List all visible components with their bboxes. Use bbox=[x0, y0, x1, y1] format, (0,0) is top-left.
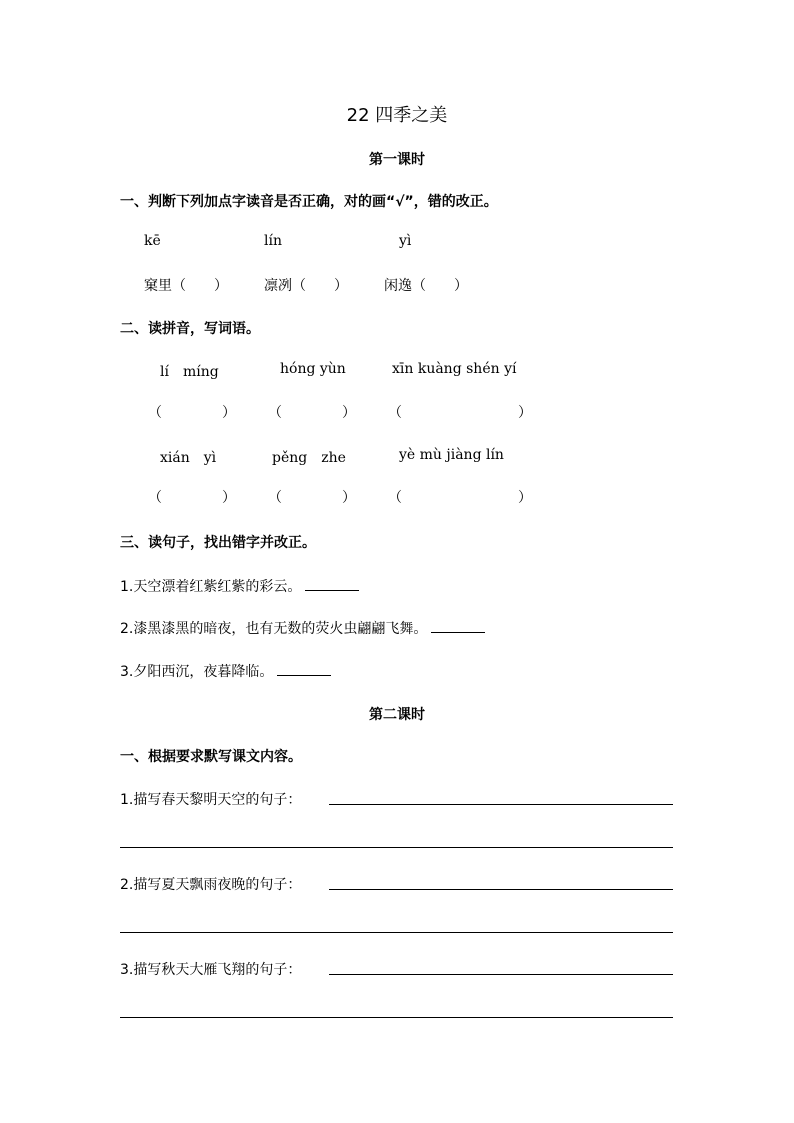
pinyin-liming: lí míng bbox=[160, 364, 219, 380]
pinyin-ke: kē bbox=[144, 233, 161, 249]
answer-paren-close: ） bbox=[222, 405, 236, 421]
sentence-2: 2.漆黑漆黑的暗夜，也有无数的荧火虫翩翩飞舞。 bbox=[120, 618, 485, 638]
sentence-3: 3.夕阳西沉，夜暮降临。 bbox=[120, 661, 331, 681]
answer-blank[interactable] bbox=[277, 661, 331, 676]
lesson-2-label: 第二课时 bbox=[369, 707, 425, 723]
pinyin-lin: lín bbox=[264, 233, 282, 249]
answer-paren-close: ） bbox=[222, 490, 236, 506]
prompt-spring: 1.描写春天黎明天空的句子： bbox=[120, 792, 302, 808]
answer-line[interactable] bbox=[120, 932, 673, 933]
answer-paren-open: （ bbox=[388, 405, 402, 421]
prompt-autumn: 3.描写秋天大雁飞翔的句子： bbox=[120, 962, 302, 978]
section-1-heading: 一、判断下列加点字读音是否正确，对的画“√”，错的改正。 bbox=[120, 194, 498, 210]
answer-line[interactable] bbox=[329, 974, 673, 975]
page-title: 22 四季之美 bbox=[346, 105, 448, 126]
pinyin-hongyun: hóng yùn bbox=[280, 361, 346, 377]
answer-line[interactable] bbox=[120, 1017, 673, 1018]
lesson-1-label: 第一课时 bbox=[369, 152, 425, 168]
answer-paren-open: （ bbox=[148, 490, 162, 506]
pinyin-xinkuangshenyi: xīn kuàng shén yí bbox=[392, 361, 517, 377]
answer-paren-open: （ bbox=[268, 490, 282, 506]
answer-line[interactable] bbox=[120, 847, 673, 848]
sentence-1: 1.天空漂着红紫红紫的彩云。 bbox=[120, 576, 359, 596]
judge-item-3: 闲逸（ ） bbox=[384, 278, 468, 294]
answer-paren-close: ） bbox=[518, 490, 532, 506]
prompt-summer: 2.描写夏天飘雨夜晚的句子： bbox=[120, 877, 302, 893]
section-3-heading: 三、读句子，找出错字并改正。 bbox=[120, 535, 316, 551]
pinyin-yi: yì bbox=[399, 233, 412, 249]
pinyin-yemujianglin: yè mù jiàng lín bbox=[399, 447, 504, 463]
answer-paren-close: ） bbox=[518, 405, 532, 421]
pinyin-pengzhe: pěng zhe bbox=[272, 450, 346, 466]
judge-item-1: 窠里（ ） bbox=[144, 278, 228, 294]
answer-paren-open: （ bbox=[148, 405, 162, 421]
answer-paren-close: ） bbox=[342, 405, 356, 421]
answer-paren-close: ） bbox=[342, 490, 356, 506]
section-2-heading: 二、读拼音，写词语。 bbox=[120, 321, 260, 337]
answer-blank[interactable] bbox=[431, 618, 485, 633]
answer-blank[interactable] bbox=[305, 576, 359, 591]
judge-item-2: 凛冽（ ） bbox=[264, 278, 348, 294]
answer-line[interactable] bbox=[329, 804, 673, 805]
answer-paren-open: （ bbox=[268, 405, 282, 421]
answer-line[interactable] bbox=[329, 889, 673, 890]
pinyin-xianyi: xián yì bbox=[160, 450, 217, 466]
answer-paren-open: （ bbox=[388, 490, 402, 506]
lesson2-section-1-heading: 一、根据要求默写课文内容。 bbox=[120, 749, 302, 765]
